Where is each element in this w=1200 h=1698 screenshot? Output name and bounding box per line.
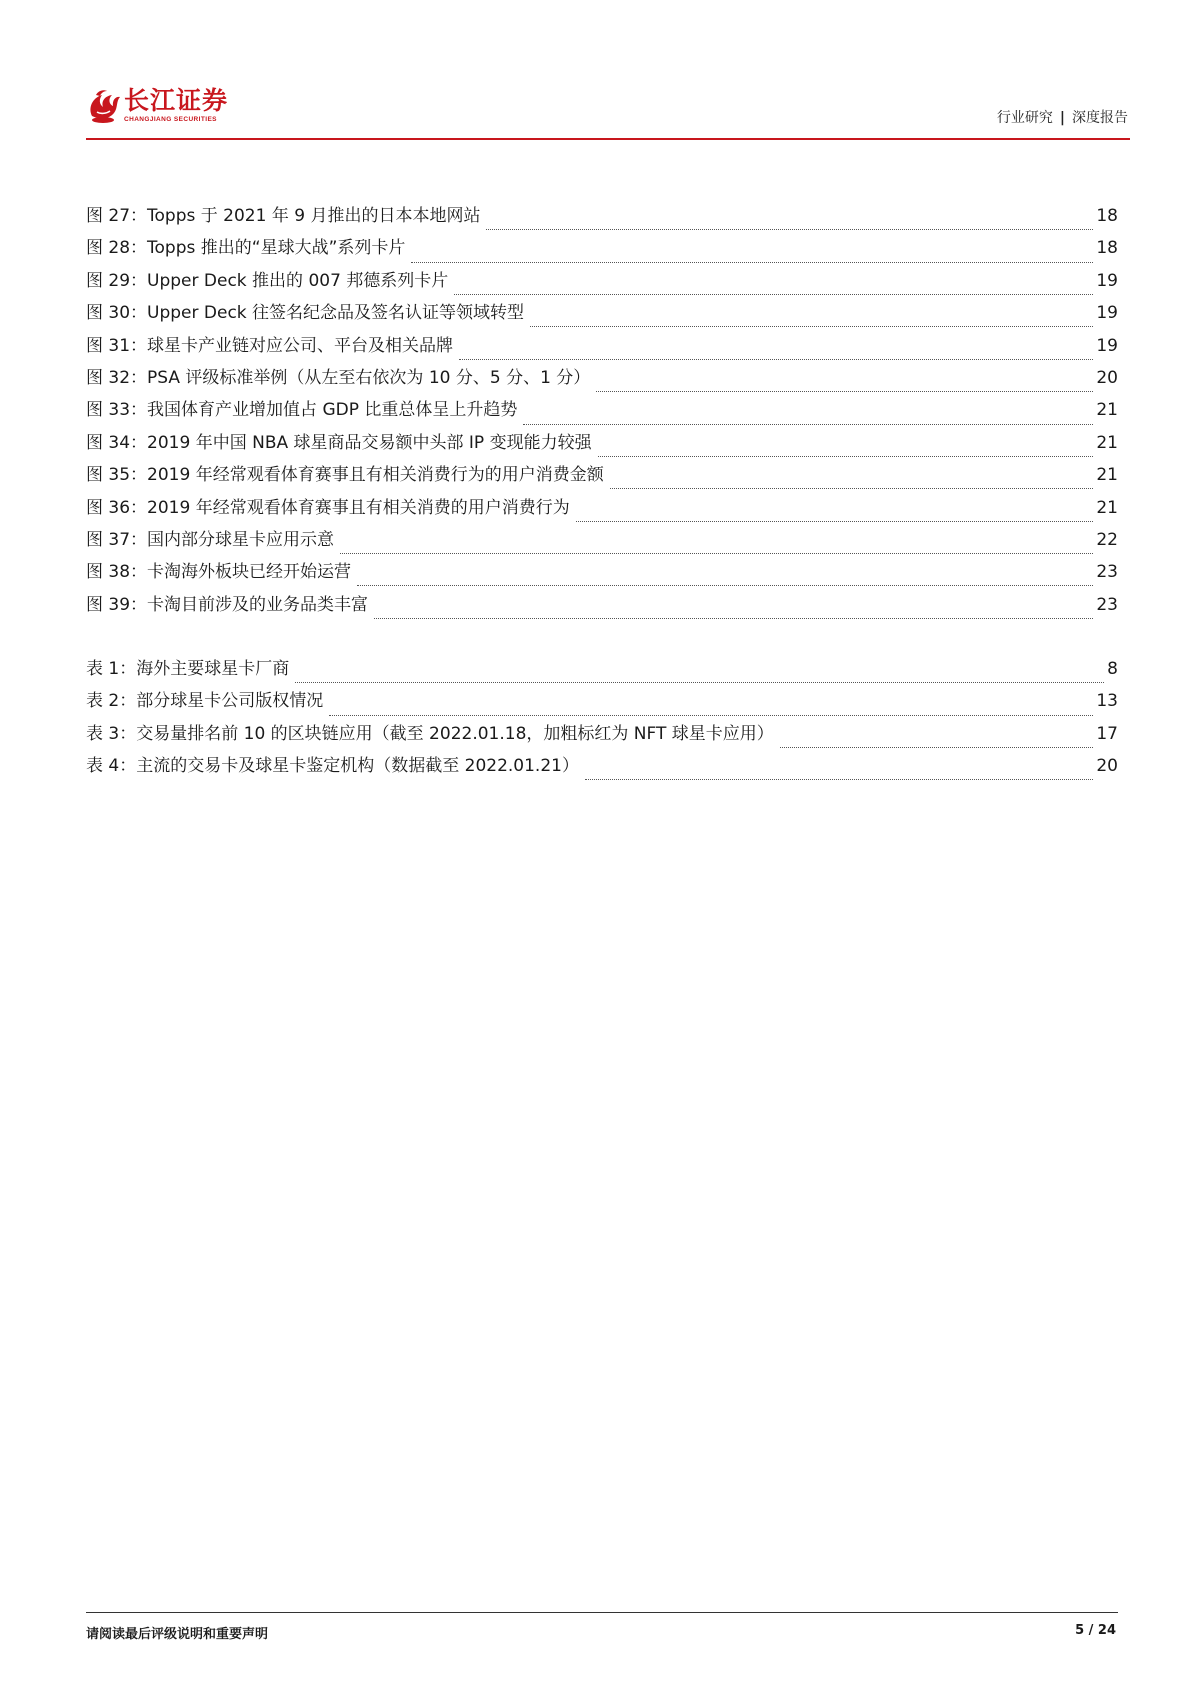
toc-entry-label: 图 34：2019 年中国 NBA 球星商品交易额中头部 IP 变现能力较强 (86, 432, 592, 453)
dot-leader (357, 584, 1093, 586)
figure-list (86, 205, 1118, 626)
figure-toc-entry[interactable] (86, 529, 1118, 561)
toc-entry-page: 13 (1096, 691, 1118, 712)
toc-entry-label: 图 28：Topps 推出的“星球大战”系列卡片 (86, 238, 406, 259)
figure-toc-entry[interactable] (86, 399, 1118, 431)
toc-entry-page: 22 (1096, 529, 1118, 550)
toc-entry-page: 18 (1096, 238, 1118, 259)
section-gap (86, 626, 1118, 658)
toc-entry-page: 19 (1096, 335, 1118, 356)
dot-leader (576, 520, 1094, 522)
figure-toc-entry[interactable] (86, 270, 1118, 302)
figure-toc-entry[interactable] (86, 205, 1118, 237)
toc-entry-label: 表 4：主流的交易卡及球星卡鉴定机构（数据截至 2022.01.21） (86, 756, 579, 777)
dot-leader (610, 487, 1094, 489)
toc-entry-label: 图 39：卡淘目前涉及的业务品类丰富 (86, 594, 369, 615)
report-category (997, 108, 1128, 128)
toc-entry-label: 图 29：Upper Deck 推出的 007 邦德系列卡片 (86, 270, 449, 291)
dot-leader (530, 325, 1093, 327)
logo-english-name: CHANGJIANG SECURITIES (124, 116, 217, 123)
toc-entry-page: 19 (1096, 303, 1118, 324)
toc-entry-label: 图 37：国内部分球星卡应用示意 (86, 529, 335, 550)
dot-leader (585, 778, 1093, 780)
dot-leader (598, 455, 1094, 457)
figure-toc-entry[interactable] (86, 367, 1118, 399)
dot-leader (411, 261, 1093, 263)
toc-entry-label: 图 38：卡淘海外板块已经开始运营 (86, 562, 352, 583)
toc-entry-page: 23 (1096, 562, 1118, 583)
company-logo (86, 86, 228, 126)
figure-toc-entry[interactable] (86, 237, 1118, 269)
dot-leader (596, 390, 1093, 392)
dot-leader (486, 228, 1093, 230)
phoenix-logo-icon (86, 86, 122, 126)
dot-leader (454, 293, 1093, 295)
table-toc-entry[interactable] (86, 723, 1118, 755)
toc-entry-page: 20 (1096, 367, 1118, 388)
toc-entry-page: 21 (1096, 465, 1118, 486)
toc-entry-label: 图 30：Upper Deck 往签名纪念品及签名认证等领域转型 (86, 303, 525, 324)
figure-toc-entry[interactable] (86, 561, 1118, 593)
table-list (86, 658, 1118, 788)
toc-entry-page: 23 (1096, 594, 1118, 615)
toc-entry-label: 图 31：球星卡产业链对应公司、平台及相关品牌 (86, 335, 454, 356)
toc-entry-page: 19 (1096, 270, 1118, 291)
toc-entry-label: 图 27：Topps 于 2021 年 9 月推出的日本本地网站 (86, 206, 481, 226)
figure-toc-entry[interactable] (86, 594, 1118, 626)
figure-toc-entry[interactable] (86, 464, 1118, 496)
figure-toc-entry[interactable] (86, 432, 1118, 464)
toc-entry-page: 21 (1096, 400, 1118, 421)
table-toc-entry[interactable] (86, 690, 1118, 722)
toc-entry-page: 8 (1107, 659, 1118, 680)
toc-entry-page: 20 (1096, 756, 1118, 777)
dot-leader (459, 358, 1093, 360)
toc-entry-page: 21 (1096, 432, 1118, 453)
logo-chinese-name: 长江证券 (124, 86, 229, 115)
figure-toc-entry[interactable] (86, 335, 1118, 367)
page-header (86, 80, 1130, 140)
toc-entry-page: 18 (1096, 206, 1118, 226)
dot-leader (523, 423, 1093, 425)
toc-entry-label: 表 3：交易量排名前 10 的区块链应用（截至 2022.01.18，加粗标红为 NFT 球星卡应用） (86, 723, 774, 744)
toc-entry-label: 图 36：2019 年经常观看体育赛事且有相关消费的用户消费行为 (86, 497, 570, 518)
dot-leader (329, 714, 1093, 716)
report-type-label: 深度报告 (1072, 110, 1128, 126)
disclaimer-text: 请阅读最后评级说明和重要声明 (86, 1627, 269, 1642)
table-toc-entry[interactable] (86, 658, 1118, 690)
toc-entry-label: 图 35：2019 年经常观看体育赛事且有相关消费行为的用户消费金额 (86, 465, 604, 486)
category-label: 行业研究 (996, 110, 1053, 126)
toc-entry-page: 21 (1096, 497, 1118, 518)
dot-leader (374, 617, 1093, 619)
toc-entry-label: 图 33：我国体育产业增加值占 GDP 比重总体呈上升趋势 (86, 400, 518, 421)
dot-leader (295, 681, 1104, 683)
figure-toc-entry[interactable] (86, 497, 1118, 529)
dot-leader (780, 746, 1094, 748)
table-of-contents (86, 205, 1118, 788)
toc-entry-label: 表 1：海外主要球星卡厂商 (86, 659, 290, 680)
toc-entry-label: 表 2：部分球星卡公司版权情况 (86, 691, 324, 712)
toc-entry-label: 图 32：PSA 评级标准举例（从左至右依次为 10 分、5 分、1 分） (86, 367, 591, 388)
header-separator: | (1059, 110, 1065, 126)
figure-toc-entry[interactable] (86, 302, 1118, 334)
table-toc-entry[interactable] (86, 755, 1118, 787)
page-footer (86, 1612, 1118, 1645)
page-number: 5 / 24 (1075, 1623, 1116, 1638)
dot-leader (340, 552, 1093, 554)
toc-entry-page: 17 (1096, 723, 1118, 744)
